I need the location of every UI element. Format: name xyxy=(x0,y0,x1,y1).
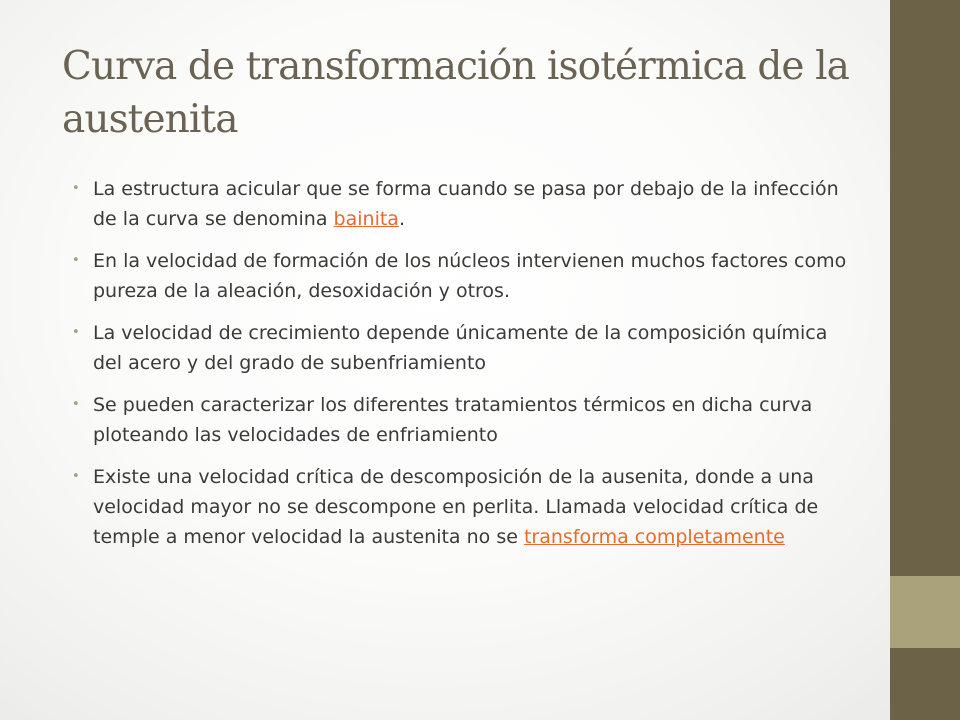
bullet-text: La velocidad de crecimiento depende únicamente de la composición química del acero y del grado de subenfriamiento xyxy=(93,322,828,374)
bullet-item xyxy=(72,318,862,378)
bullet-text: Se pueden caracterizar los diferentes tratamientos térmicos en dicha curva ploteando las velocidades de enfriamiento xyxy=(93,394,813,446)
bullet-text: En la velocidad de formación de los núcleos intervienen muchos factores como pureza de la aleación, desoxidación y otros. xyxy=(93,250,847,302)
bullet-list xyxy=(72,174,862,564)
bullet-text: Existe una velocidad crítica de descomposición de la ausenita, donde a una velocidad mayor no se descompone en perlita. Llamada velocidad crítica de temple a menor velocidad la austenita no se xyxy=(93,466,819,548)
bullet-icon: • xyxy=(72,181,80,196)
slide-title: Curva de transformación isotérmica de la austenita xyxy=(62,44,849,142)
bullet-icon: • xyxy=(72,469,80,484)
bullet-text: La estructura acicular que se forma cuando se pasa por debajo de la infección de la curva se denomina xyxy=(93,178,839,230)
sidebar-band-top xyxy=(890,0,960,576)
bullet-icon: • xyxy=(72,253,80,268)
bullet-icon: • xyxy=(72,397,80,412)
bullet-icon: • xyxy=(72,325,80,340)
bullet-text-after: . xyxy=(398,208,405,230)
sidebar-band-bottom xyxy=(890,648,960,720)
bullet-item xyxy=(72,174,862,234)
bullet-item xyxy=(72,246,862,306)
bullet-item xyxy=(72,462,862,552)
bainita-link[interactable]: bainita xyxy=(333,208,399,230)
transforma-completamente-link[interactable]: transforma completamente xyxy=(523,526,785,548)
bullet-item xyxy=(72,390,862,450)
sidebar-band-middle xyxy=(890,576,960,648)
